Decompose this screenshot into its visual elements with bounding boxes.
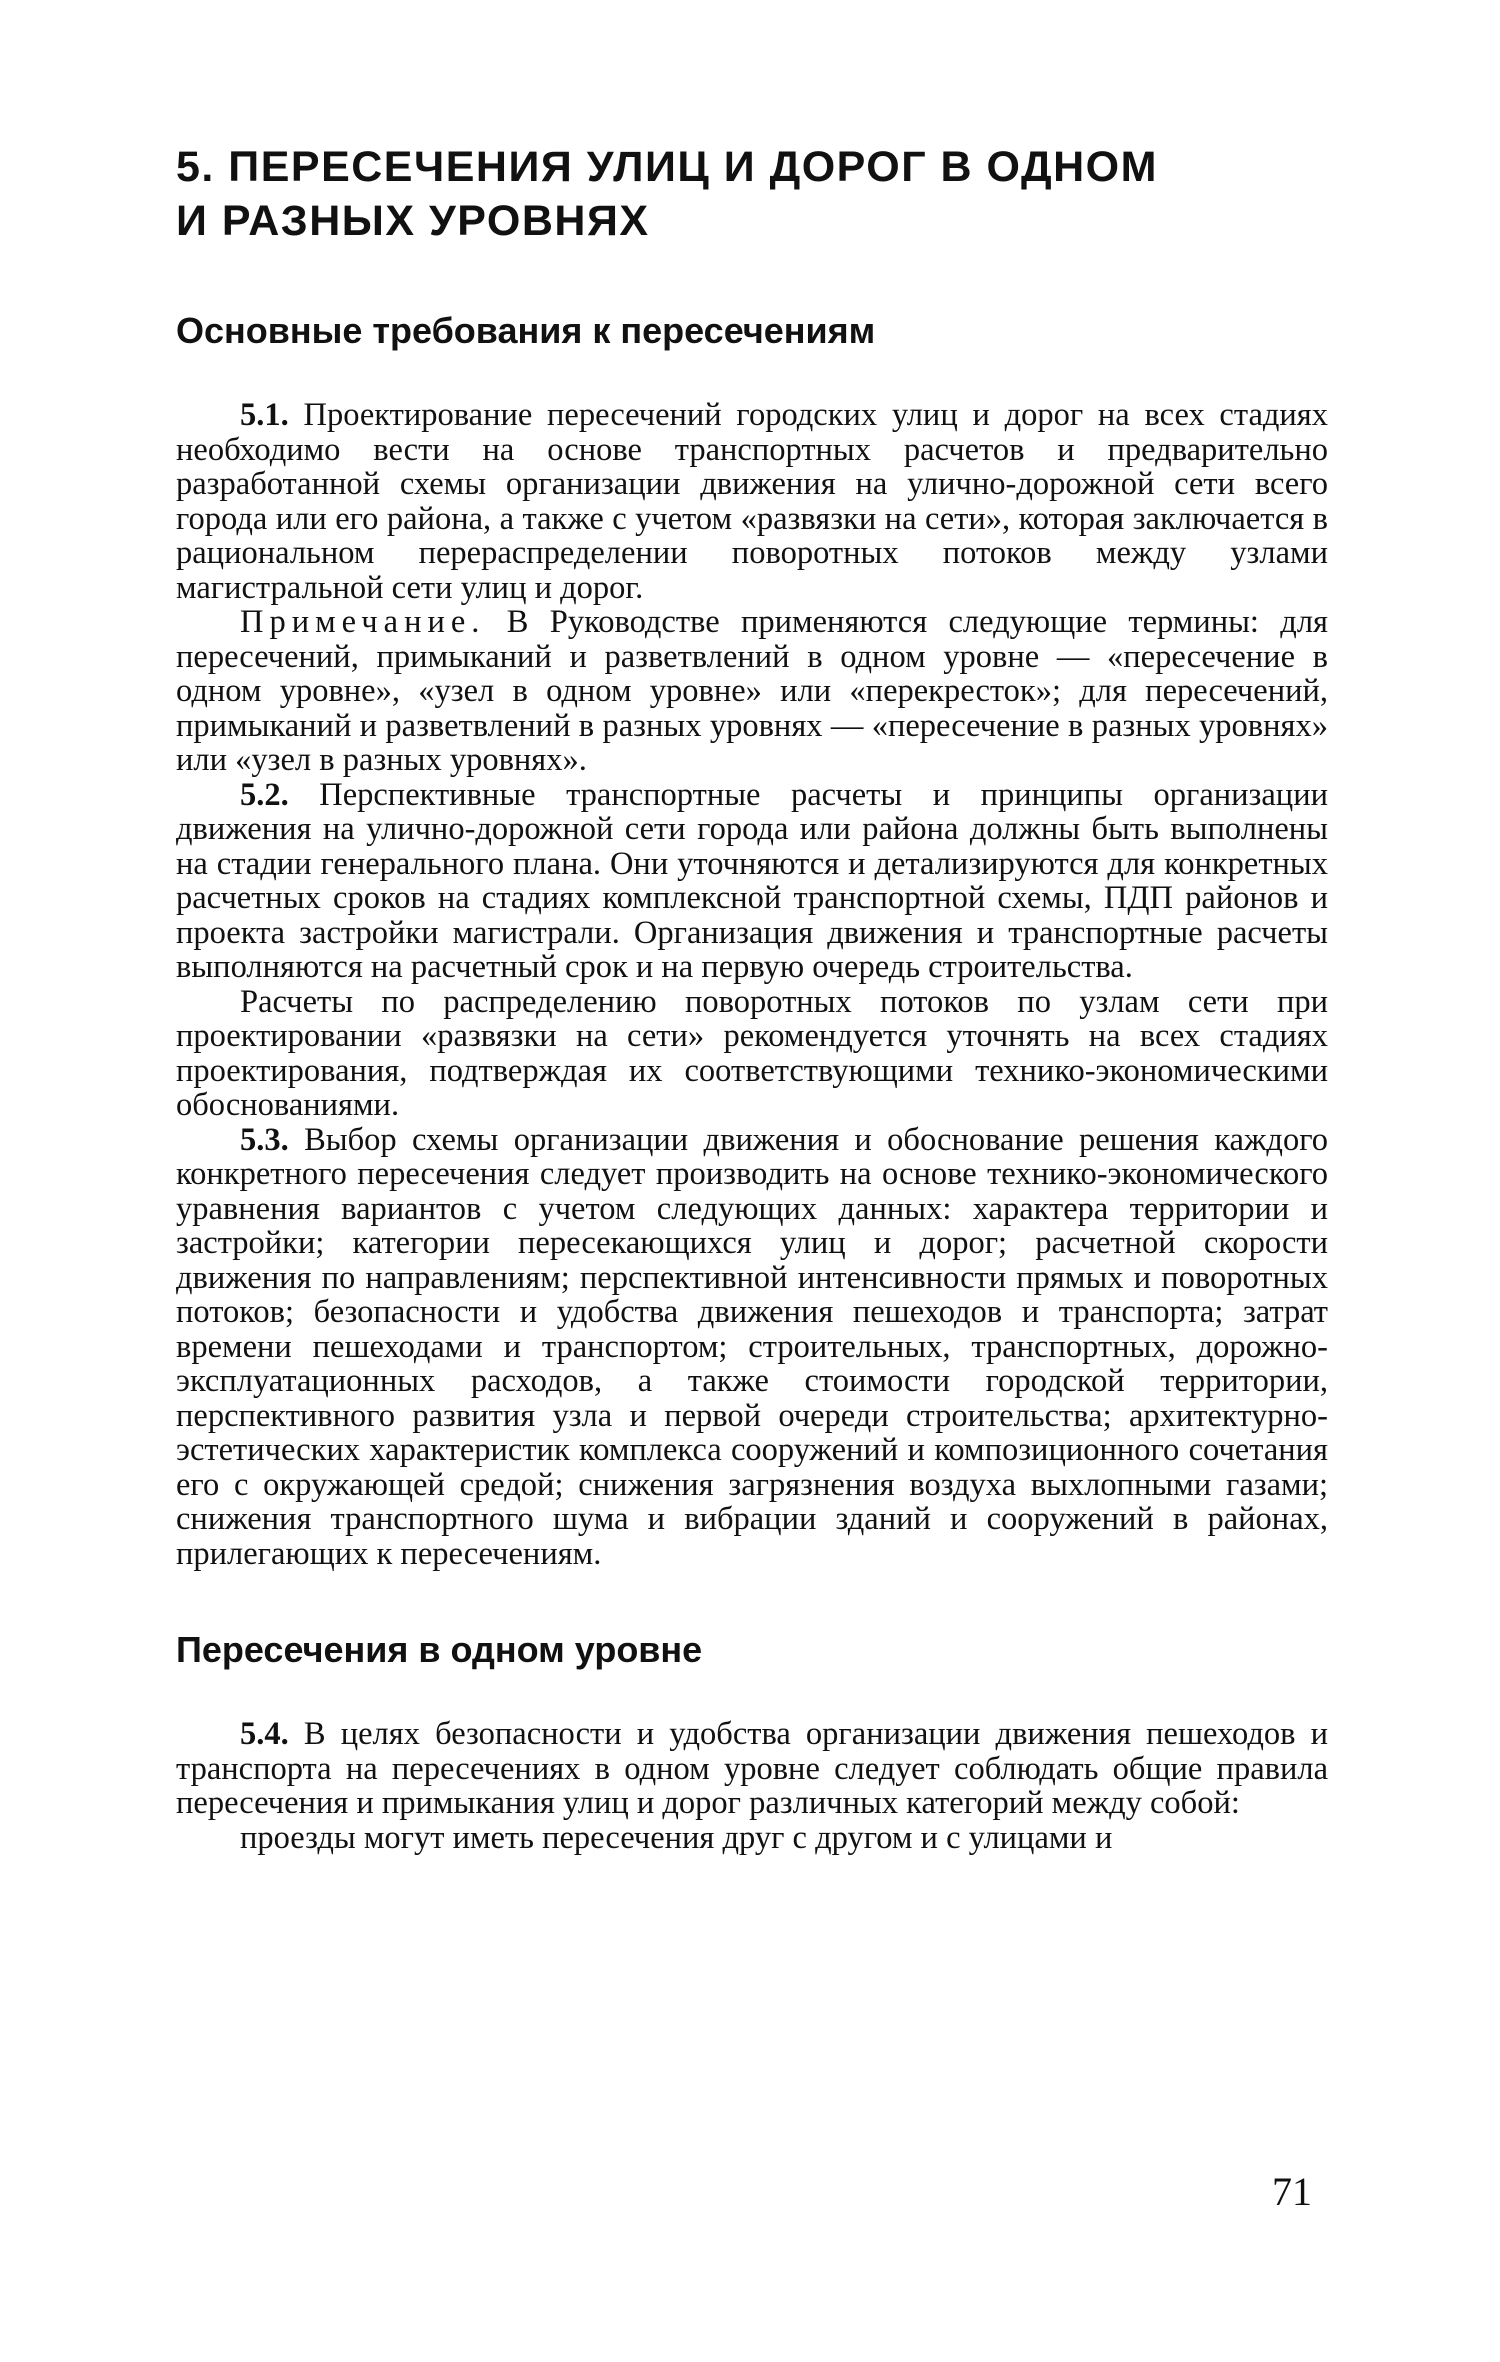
paragraph-text: В целях безопасности и удобства организации движения пешеходов и транспорта на пересечениях в одном уровне следует соблюдать общие правила пересечения и примыкания улиц и дорог различных категорий между собой: <box>176 1716 1328 1821</box>
paragraph-text: Проектирование пересечений городских улиц и дорог на всех стадиях необходимо вести на основе транспортных расчетов и предварительно разработанной схемы организации движения на улично-дорожной сети всего города или его района, а также с учетом «развязки на сети», которая заключается в рациональном перераспределении поворотных потоков между узлами магистральной сети улиц и дорог. <box>176 397 1328 606</box>
chapter-title-line-2: И РАЗНЫХ УРОВНЯХ <box>176 197 650 245</box>
paragraph-text: Перспективные транспортные расчеты и принципы организации движения на улично-дорожной сети города или района должны быть выполнены на стадии генерального плана. Они уточняются и детализируются для конкретных расчетных сроков на стадиях комплексной транспортной схемы, ПДП районов и проекта застройки магистрали. Организация движения и транспортные расчеты выполняются на расчетный срок и на первую очередь строительства. <box>176 776 1328 985</box>
paragraph-5-3 <box>176 1123 1328 1572</box>
section-title-at-grade: Пересечения в одном уровне <box>176 1629 703 1670</box>
paragraph-5-1 <box>176 398 1328 605</box>
paragraph-5-2-continued: Расчеты по распределению поворотных потоков по узлам сети при проектировании «развязки на сети» рекомендуется уточнять на всех стадиях проектирования, подтверждая их соответствующими технико-экономическими обоснованиями. <box>176 983 1328 1123</box>
note-label: Примечание. <box>240 604 486 640</box>
section-title-requirements: Основные требования к пересечениям <box>176 310 876 351</box>
page-number: 71 <box>1272 2169 1312 2214</box>
paragraph-number: 5.2. <box>240 776 289 813</box>
page-content <box>176 140 1328 1855</box>
chapter-title-line-1: 5. ПЕРЕСЕЧЕНИЯ УЛИЦ И ДОРОГ В ОДНОМ <box>176 143 1158 191</box>
chapter-title <box>176 140 1328 248</box>
paragraph-5-4-continued: проезды могут иметь пересечения друг с другом и с улицами и <box>240 1819 1113 1856</box>
paragraph-number: 5.4. <box>240 1716 289 1752</box>
paragraph-number: 5.1. <box>240 397 289 433</box>
paragraph-number: 5.3. <box>240 1121 289 1158</box>
note-paragraph <box>176 605 1328 778</box>
note-text: В Руководстве применяются следующие термины: для пересечений, примыканий и разветвлений в одном уровне — «пересечение в одном уровне», «узел в одном уровне» или «перекресток»; для пересечений, примыканий и разветвлений в разных уровнях — «пересечение в разных уровнях» или «узел в разных уровнях». <box>176 604 1328 778</box>
paragraph-text: Выбор схемы организации движения и обоснование решения каждого конкретного пересечения следует производить на основе технико-экономического уравнения вариантов с учетом следующих данных: характера территории и застройки; категории пересекающихся улиц и дорог; расчетной скорости движения по направлениям; перспективной интенсивности прямых и поворотных потоков; безопасности и удобства движения пешеходов и транспорта; затрат времени пешеходами и транспортом; строительных, транспортных, дорожно-эксплуатационных расходов, а также стоимости городской территории, перспективного развития узла и первой очереди строительства; архитектурно-эстетических характеристик комплекса сооружений и композиционного сочетания его с окружающей средой; снижения загрязнения воздуха выхлопными газами; снижения транспортного шума и вибрации зданий и сооружений в районах, прилегающих к пересечениям. <box>176 1121 1328 1572</box>
paragraph-5-4 <box>176 1717 1328 1821</box>
paragraph-5-2 <box>176 778 1328 985</box>
